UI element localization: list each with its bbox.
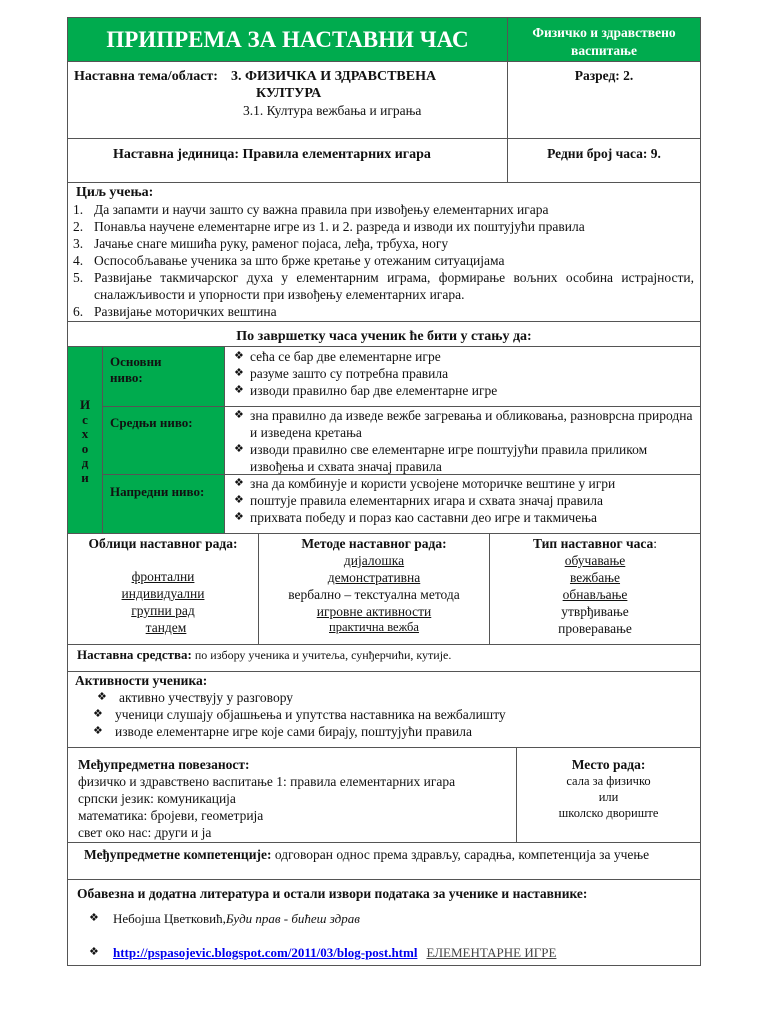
- unit-cell: [67, 138, 508, 183]
- topic-value-cont: КУЛТУРА: [256, 86, 322, 101]
- topic-label: Наставна тема/област:: [74, 69, 218, 84]
- lesson-type-item: проверавање: [558, 621, 632, 636]
- competencies-label: Међупредметне компетенције:: [84, 847, 272, 862]
- resources-label: Наставна средства:: [77, 647, 192, 662]
- unit-label: Наставна јединица:: [113, 147, 239, 162]
- outcome-item: ❖ изводи правилно бар две елементарне игре: [234, 383, 498, 398]
- form-item: тандем: [145, 620, 187, 635]
- diamond-bullet-icon: ❖: [89, 912, 99, 924]
- resources-value: по избору ученика и учитеља, сунђерчићи, кутије.: [191, 648, 452, 662]
- resources-row: [67, 644, 701, 672]
- methods-heading: Методе наставног рада:: [301, 536, 447, 551]
- diamond-bullet-icon: ❖: [234, 511, 244, 523]
- diamond-bullet-icon: ❖: [97, 691, 107, 703]
- place-line: сала за физичко: [566, 774, 651, 788]
- outcome-item: ❖ изводи правилно све елементарне игре поштујући правила приликом извођења и схвата значај правила: [234, 442, 648, 474]
- lesson-number: Редни број часа: 9.: [507, 138, 701, 183]
- correlation-item: српски језик: комуникација: [78, 791, 236, 806]
- subtopic: 3.1. Култура вежбања и играња: [243, 103, 422, 118]
- correlation-item: математика: бројеви, геометрија: [78, 808, 264, 823]
- correlation-item: свет око нас: други и ја: [78, 825, 212, 840]
- forms-cell: [67, 533, 259, 645]
- goal-item: 1. Да запамти и научи зашто су важна правила при извођењу елементарних игара: [73, 202, 549, 217]
- outcomes-heading: По завршетку часа ученик ће бити у стању да:: [67, 321, 701, 347]
- outcome-item: ❖ поштује правила елементарних игара и схвата значај правила: [234, 493, 604, 508]
- place-cell: [516, 747, 701, 843]
- document-title: ПРИПРЕМА ЗА НАСТАВНИ ЧАС: [67, 17, 508, 62]
- level-basic-items: [224, 346, 701, 407]
- form-item: фронтални: [131, 569, 195, 584]
- method-item: демонстративна: [327, 570, 421, 585]
- level-advanced-items: [224, 474, 701, 534]
- place-line: или: [598, 790, 619, 804]
- literature-book-title: Буди прав - бићеш здрав: [225, 911, 360, 926]
- outcome-item: ❖ разуме зашто су потребна правила: [234, 366, 449, 381]
- literature-author: Небојша Цветковић,: [113, 911, 226, 926]
- literature-link[interactable]: http://pspasojevic.blogspot.com/2011/03/blog-post.html: [113, 945, 418, 960]
- activity-item: ❖ изводе елементарне игре које сами бирају, поштујући правила: [93, 724, 472, 739]
- correlation-heading: Међупредметна повезаност:: [78, 757, 250, 772]
- method-item: игровне активности: [316, 604, 432, 619]
- correlation-cell: [67, 747, 517, 843]
- place-line: школско двориште: [558, 806, 659, 820]
- diamond-bullet-icon: ❖: [93, 725, 103, 737]
- goals-section: [67, 182, 701, 322]
- diamond-bullet-icon: ❖: [234, 350, 244, 362]
- form-item: групни рад: [131, 603, 195, 618]
- method-item: дијалошка: [343, 553, 405, 568]
- method-item: практична вежба: [329, 620, 419, 634]
- unit-value: Правила елементарних игара: [242, 147, 431, 162]
- level-intermediate-items: [224, 406, 701, 475]
- forms-heading: Облици наставног рада:: [88, 536, 238, 551]
- subject-label: Физичко и здравствено васпитање: [507, 17, 701, 62]
- goal-item: 6. Развијање моторичких вештина: [73, 304, 277, 319]
- place-heading: Место рада:: [571, 757, 646, 772]
- literature-section: [67, 879, 701, 966]
- competencies-value: одговоран однос према здрављу, сарадња, компетенција за учење: [271, 847, 650, 862]
- literature-heading: Обавезна и додатна литература и остали извори података за ученике и наставнике:: [77, 886, 588, 901]
- activity-item: ❖ ученици слушају објашњења и упутства наставника на вежбалишту: [93, 707, 506, 722]
- level-intermediate-label: Средњи ниво:: [102, 406, 225, 475]
- literature-item: [77, 944, 700, 961]
- diamond-bullet-icon: ❖: [234, 409, 244, 421]
- lesson-type-heading: Тип наставног часа: [532, 536, 654, 551]
- diamond-bullet-icon: ❖: [234, 494, 244, 506]
- topic-cell: [67, 61, 508, 139]
- outcome-item: ❖ прихвата победу и пораз као саставни део игре и такмичења: [234, 510, 597, 525]
- lesson-type-cell: Тип наставног часа: обучавање вежбање обнављање утврђивање проверавање: [489, 533, 701, 645]
- outcome-item: ❖ зна правилно да изведе вежбе загревања и обликовања, разноврсна природна и изведена кретања: [234, 408, 693, 440]
- correlation-item: физичко и здравствено васпитање 1: правила елементарних игара: [78, 774, 456, 789]
- lesson-type-item: обнављање: [562, 587, 628, 602]
- goal-item: 5. Развијање такмичарског духа у елементарним играма, формирање вољних особина истрајности, сналажљивости и упорности при извођењу елементарних игара.: [73, 270, 694, 302]
- outcome-item: ❖ сећа се бар две елементарне игре: [234, 349, 441, 364]
- activities-section: [67, 671, 701, 748]
- literature-link-label: ЕЛЕМЕНТАРНЕ ИГРЕ: [426, 945, 557, 960]
- diamond-bullet-icon: ❖: [234, 384, 244, 396]
- outcomes-side-label: И с х о д и: [67, 346, 103, 534]
- diamond-bullet-icon: ❖: [89, 946, 99, 958]
- diamond-bullet-icon: ❖: [234, 367, 244, 379]
- level-basic-label: Основни ниво:: [102, 346, 225, 407]
- form-item: индивидуални: [121, 586, 205, 601]
- topic-value: 3. ФИЗИЧКА И ЗДРАВСТВЕНА: [230, 69, 437, 84]
- level-advanced-label: Напредни ниво:: [102, 474, 225, 534]
- diamond-bullet-icon: ❖: [93, 708, 103, 720]
- diamond-bullet-icon: ❖: [234, 477, 244, 489]
- goals-list: [73, 201, 694, 320]
- outcome-item: ❖ зна да комбинује и користи усвојене моторичке вештине у игри: [234, 476, 616, 491]
- lesson-type-item: утврђивање: [561, 604, 629, 619]
- method-item: вербално – текстуална метода: [288, 587, 460, 602]
- diamond-bullet-icon: ❖: [234, 443, 244, 455]
- goal-item: 4. Оспособљавање ученика за што брже кретање у отежаним ситуацијама: [73, 253, 505, 268]
- lesson-type-item: вежбање: [569, 570, 621, 585]
- activity-item: ❖ активно учествују у разговору: [97, 690, 294, 705]
- lesson-type-item: обучавање: [564, 553, 626, 568]
- goal-item: 2. Понавља научене елементарне игре из 1. и 2. разреда и изводи их поштујући правила: [73, 219, 585, 234]
- competencies-row: [67, 842, 701, 880]
- grade: Разред: 2.: [507, 61, 701, 139]
- goals-heading: Циљ учења:: [76, 185, 154, 200]
- methods-cell: [258, 533, 490, 645]
- goal-item: 3. Јачање снаге мишића руку, раменог појаса, леђа, трбуха, ногу: [73, 236, 449, 251]
- literature-item: [77, 910, 700, 927]
- activities-heading: Активности ученика:: [75, 673, 208, 688]
